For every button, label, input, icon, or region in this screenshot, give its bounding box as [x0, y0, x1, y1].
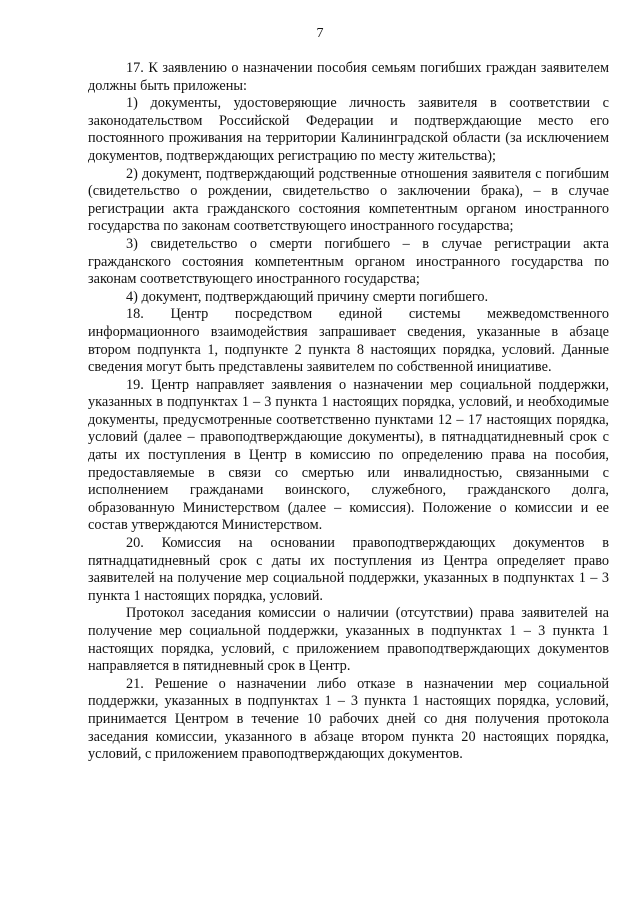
paragraph-20-protocol: Протокол заседания комиссии о наличии (отсутствии) права заявителей на получение мер социальной поддержки, указанных в подпунктах 1 – 3 пункта 1 настоящих порядка, условий, с приложением правоподтверждающих документов направляется в пятидневный срок в Центр. [88, 605, 609, 675]
document-body [88, 60, 609, 764]
paragraph-17-item-3: 3) свидетельство о смерти погибшего – в случае регистрации акта гражданского состояния компетентным органом иностранного государства по законам соответствующего иностранного государства; [88, 235, 609, 288]
paragraph-17: 17. К заявлению о назначении пособия семьям погибших граждан заявителем должны быть приложены: [88, 60, 609, 94]
paragraph-20: 20. Комиссия на основании правоподтверждающих документов в пятнадцатидневный срок с даты их поступления из Центра определяет право заявителей на получение мер социальной поддержки, указанных в подпунктах 1 – 3 пункта 1 настоящих порядка, условий. [88, 535, 609, 604]
page-number: 7 [316, 26, 324, 41]
paragraph-18: 18. Центр посредством единой системы межведомственного информационного взаимодействия запрашивает сведения, указанные в абзаце втором подпункта 1, подпункте 2 пункта 8 настоящих порядка, условий. Данные сведения могут быть представлены заявителем по собственной инициативе. [88, 306, 609, 376]
paragraph-19: 19. Центр направляет заявления о назначении мер социальной поддержки, указанных в подпунктах 1 – 3 пункта 1 настоящих порядка, условий, и необходимые документы, предусмотренные соответственно пунктами 12 – 17 настоящих порядка, условий (далее – правоподтверждающие документы), в пятнадцатидневный срок с даты их поступления в Центр в комиссию по определению права на пособия, предоставляемые в связи со смертью или инвалидностью, связанными с исполнением гражданами воинского, служебного, гражданского долга, образованную Министерством (далее – комиссия). Положение о комиссии и ее состав утверждаются Министерством. [88, 376, 609, 534]
paragraph-17-item-2: 2) документ, подтверждающий родственные отношения заявителя с погибшим (свидетельство о рождении, свидетельство о заключении брака), – в случае регистрации акта гражданского состояния компетентным органом иностранного государства по законам соответствующего иностранного государства; [88, 165, 609, 235]
paragraph-17-item-4: 4) документ, подтверждающий причину смерти погибшего. [126, 288, 489, 305]
paragraph-17-item-1: 1) документы, удостоверяющие личность заявителя в соответствии с законодательством Российской Федерации и подтверждающие место его постоянного проживания на территории Калининградской области (за исключением документов, подтверждающих регистрацию по месту жительства); [88, 95, 609, 164]
paragraph-21: 21. Решение о назначении либо отказе в назначении мер социальной поддержки, указанных в подпунктах 1 – 3 пункта 1 настоящих порядка, условий, принимается Центром в течение 10 рабочих дней со дня получения протокола заседания комиссии, указанного в абзаце втором пункта 20 настоящих порядка, условий, с приложением правоподтверждающих документов. [88, 675, 609, 763]
